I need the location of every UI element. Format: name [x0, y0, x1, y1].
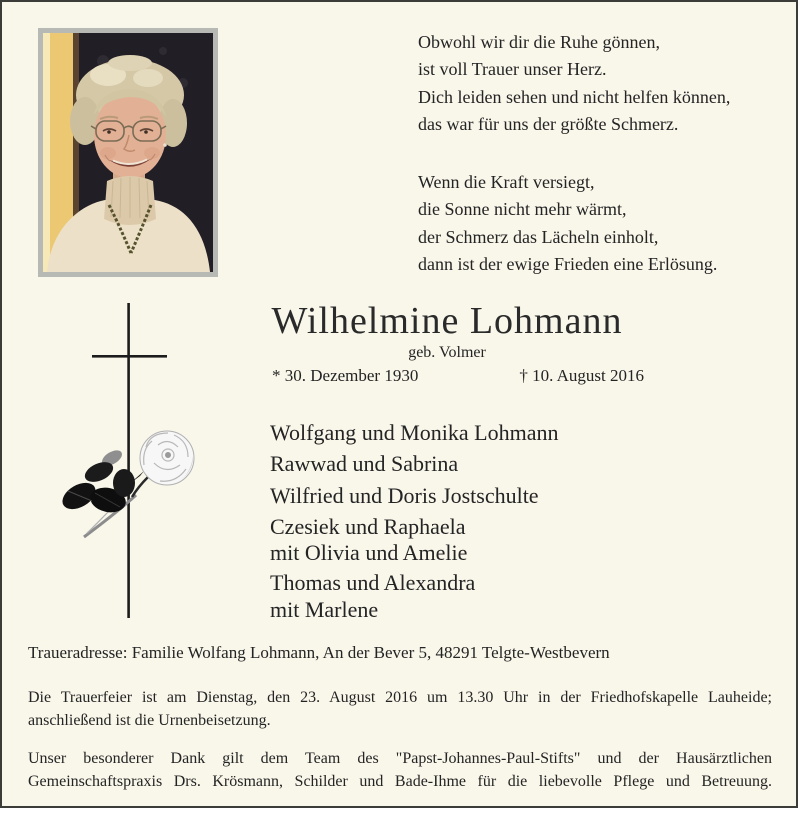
text-line: Dich leiden sehen und nicht helfen können,	[418, 86, 731, 107]
funeral-info	[28, 686, 772, 732]
text-line: anschließend ist die Urnenbeisetzung.	[28, 712, 271, 729]
text-line: Unser besonderer Dank gilt dem Team des "Papst-Johannes-Paul-Stifts" und der Hausärztlichen	[28, 750, 772, 767]
mourning-address: Traueradresse: Familie Wolfang Lohmann, An der Bever 5, 48291 Telgte-Westbevern	[28, 643, 610, 662]
text-line: Thomas und Alexandra	[270, 570, 476, 595]
text-line: Wilfried und Doris Jostschulte	[270, 483, 539, 508]
text-line: die Sonne nicht mehr wärmt,	[418, 199, 627, 220]
memorial-verse-2	[418, 169, 717, 279]
memorial-verse-1	[418, 29, 730, 139]
portrait-photo	[38, 28, 218, 277]
text-line: Wolfgang und Monika Lohmann	[270, 420, 559, 445]
text-line: mit Olivia und Amelie	[270, 540, 468, 565]
mourners-list	[270, 420, 558, 623]
text-line: Rawwad und Sabrina	[270, 451, 459, 476]
text-line: der Schmerz das Lächeln einholt,	[418, 226, 659, 247]
text-line: Wenn die Kraft versiegt,	[418, 172, 595, 192]
text-line: dann ist der ewige Frieden eine Erlösung.	[418, 254, 718, 275]
text-line: Obwohl wir dir die Ruhe gönnen,	[418, 32, 660, 52]
text-line: ist voll Trauer unser Herz.	[418, 59, 607, 80]
death-date: † 10. August 2016	[519, 366, 644, 385]
thanks-note	[28, 748, 772, 793]
birth-date: * 30. Dezember 1930	[272, 366, 419, 385]
text-line: mit Marlene	[270, 597, 379, 622]
maiden-name: geb. Volmer	[408, 344, 486, 361]
text-line: Czesiek und Raphaela	[270, 514, 466, 539]
rose-icon	[58, 431, 194, 537]
text-line: Gemeinschaftspraxis Drs. Krösmann, Schilder und Bade-Ihme für die liebevolle Pflege und Betreuung.	[28, 772, 772, 790]
text-line: das war für uns der größte Schmerz.	[418, 114, 679, 135]
life-dates	[272, 366, 644, 386]
cross-and-rose	[40, 295, 240, 630]
text-line: Die Trauerfeier ist am Dienstag, den 23. August 2016 um 13.30 Uhr in der Friedhofskapelle Lauheide;	[28, 689, 772, 706]
portrait-photo-art	[43, 33, 213, 272]
deceased-name: Wilhelmine Lohmann	[271, 300, 623, 342]
